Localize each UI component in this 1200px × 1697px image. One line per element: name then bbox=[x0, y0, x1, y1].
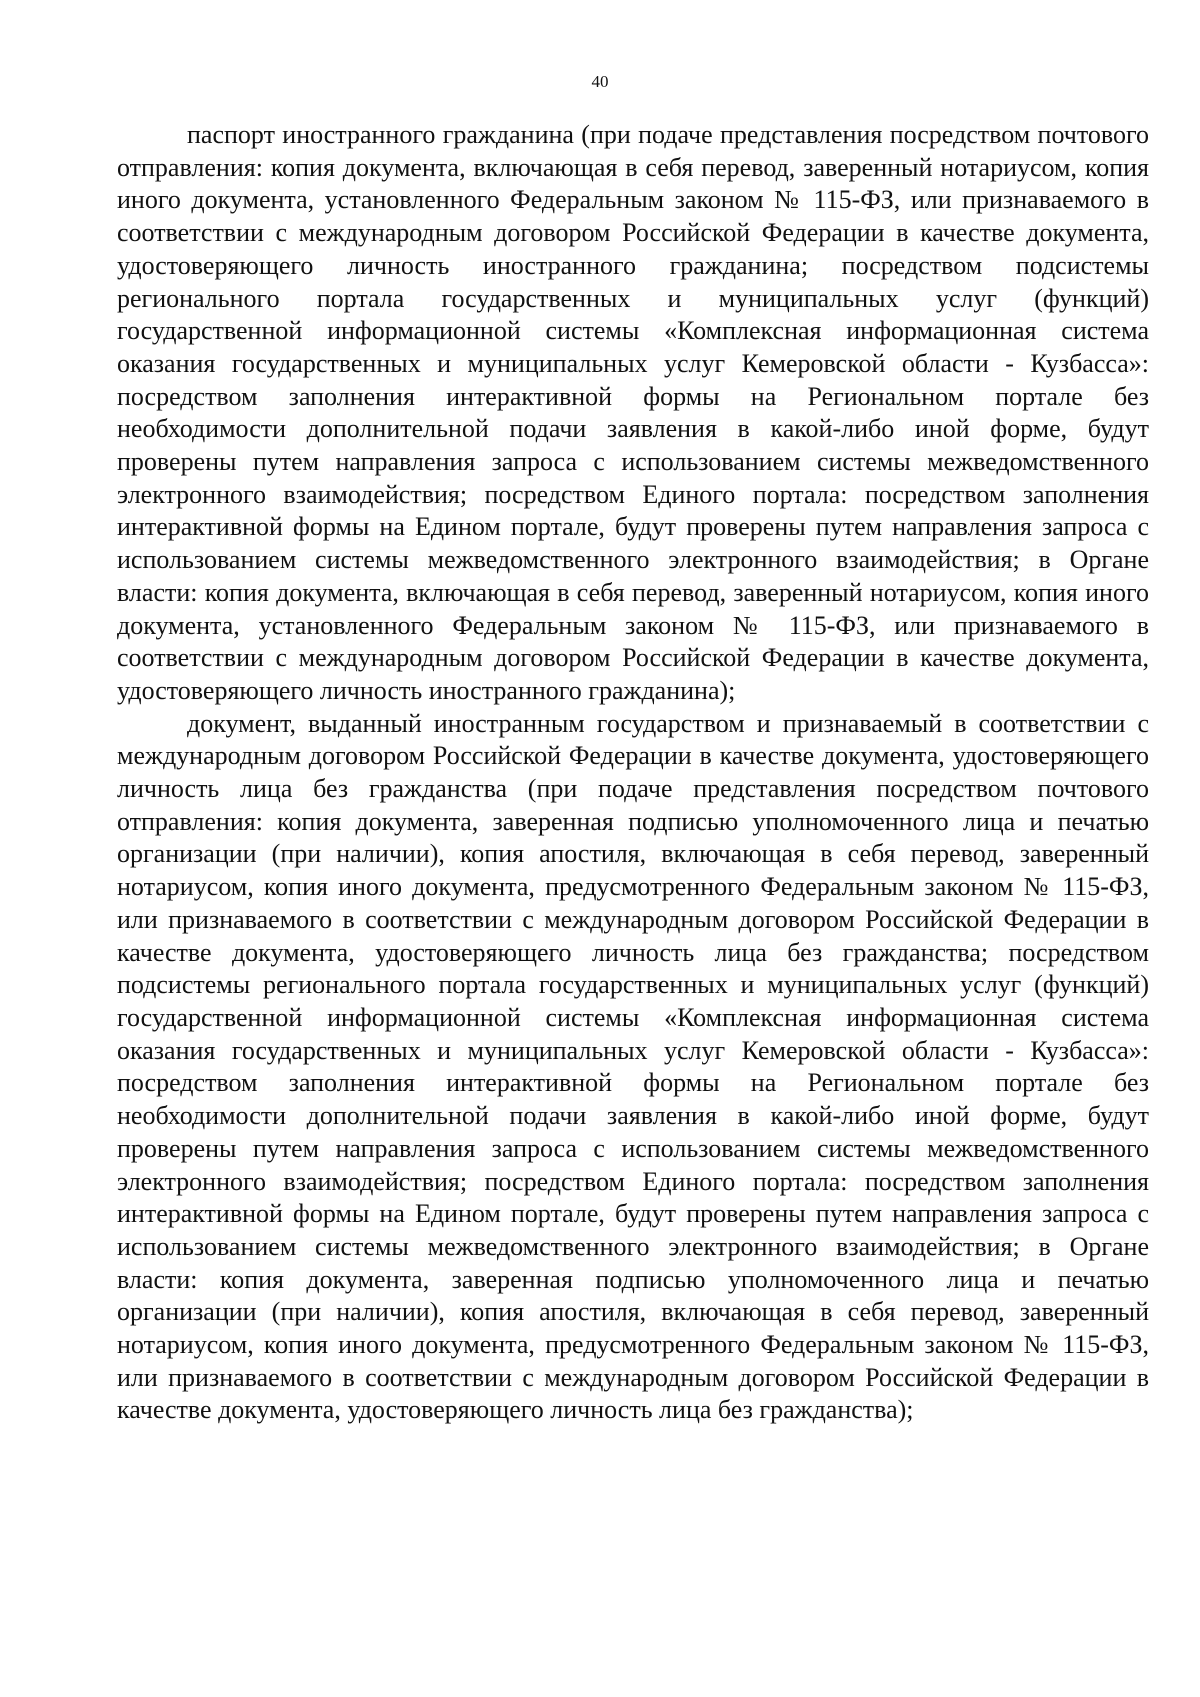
paragraph-foreign-citizen-passport: паспорт иностранного гражданина (при подаче представления посредством почтового отправления: копия документа, включающая в себя перевод, заверенный нотариусом, копия иного документа, установленного Федеральным законом № 115-ФЗ, или признаваемого в соответствии с международным договором Российской Федерации в качестве документа, удостоверяющего личность иностранного гражданина; посредством подсистемы регионального портала государственных и муниципальных услуг (функций) государственной информационной системы «Комплексная информационная система оказания государственных и муниципальных услуг Кемеровской области - Кузбасса»: посредством заполнения интерактивной формы на Региональном портале без необходимости дополнительной подачи заявления в какой-либо иной форме, будут проверены путем направления запроса с использованием системы межведомственного электронного взаимодействия; посредством Единого портала: посредством заполнения интерактивной формы на Едином портале, будут проверены путем направления запроса с использованием системы межведомственного электронного взаимодействия; в Органе власти: копия документа, включающая в себя перевод, заверенный нотариусом, копия иного документа, установленного Федеральным законом № 115-ФЗ, или признаваемого в соответствии с международным договором Российской Федерации в качестве документа, удостоверяющего личность иностранного гражданина); bbox=[117, 120, 1149, 705]
document-body bbox=[117, 119, 1149, 1427]
paragraph-stateless-person-document: документ, выданный иностранным государством и признаваемый в соответствии с международным договором Российской Федерации в качестве документа, удостоверяющего личность лица без гражданства (при подаче представления посредством почтового отправления: копия документа, заверенная подписью уполномоченного лица и печатью организации (при наличии), копия апостиля, включающая в себя перевод, заверенный нотариусом, копия иного документа, предусмотренного Федеральным законом № 115-ФЗ, или признаваемого в соответствии с международным договором Российской Федерации в качестве документа, удостоверяющего личность лица без гражданства; посредством подсистемы регионального портала государственных и муниципальных услуг (функций) государственной информационной системы «Комплексная информационная система оказания государственных и муниципальных услуг Кемеровской области - Кузбасса»: посредством заполнения интерактивной формы на Региональном портале без необходимости дополнительной подачи заявления в какой-либо иной форме, будут проверены путем направления запроса с использованием системы межведомственного электронного взаимодействия; посредством Единого портала: посредством заполнения интерактивной формы на Едином портале, будут проверены путем направления запроса с использованием системы межведомственного электронного взаимодействия; в Органе власти: копия документа, заверенная подписью уполномоченного лица и печатью организации (при наличии), копия апостиля, включающая в себя перевод, заверенный нотариусом, копия иного документа, предусмотренного Федеральным законом № 115-ФЗ, или признаваемого в соответствии с международным договором Российской Федерации в качестве документа, удостоверяющего личность лица без гражданства); bbox=[117, 708, 1149, 1425]
page-number: 40 bbox=[591, 72, 609, 91]
